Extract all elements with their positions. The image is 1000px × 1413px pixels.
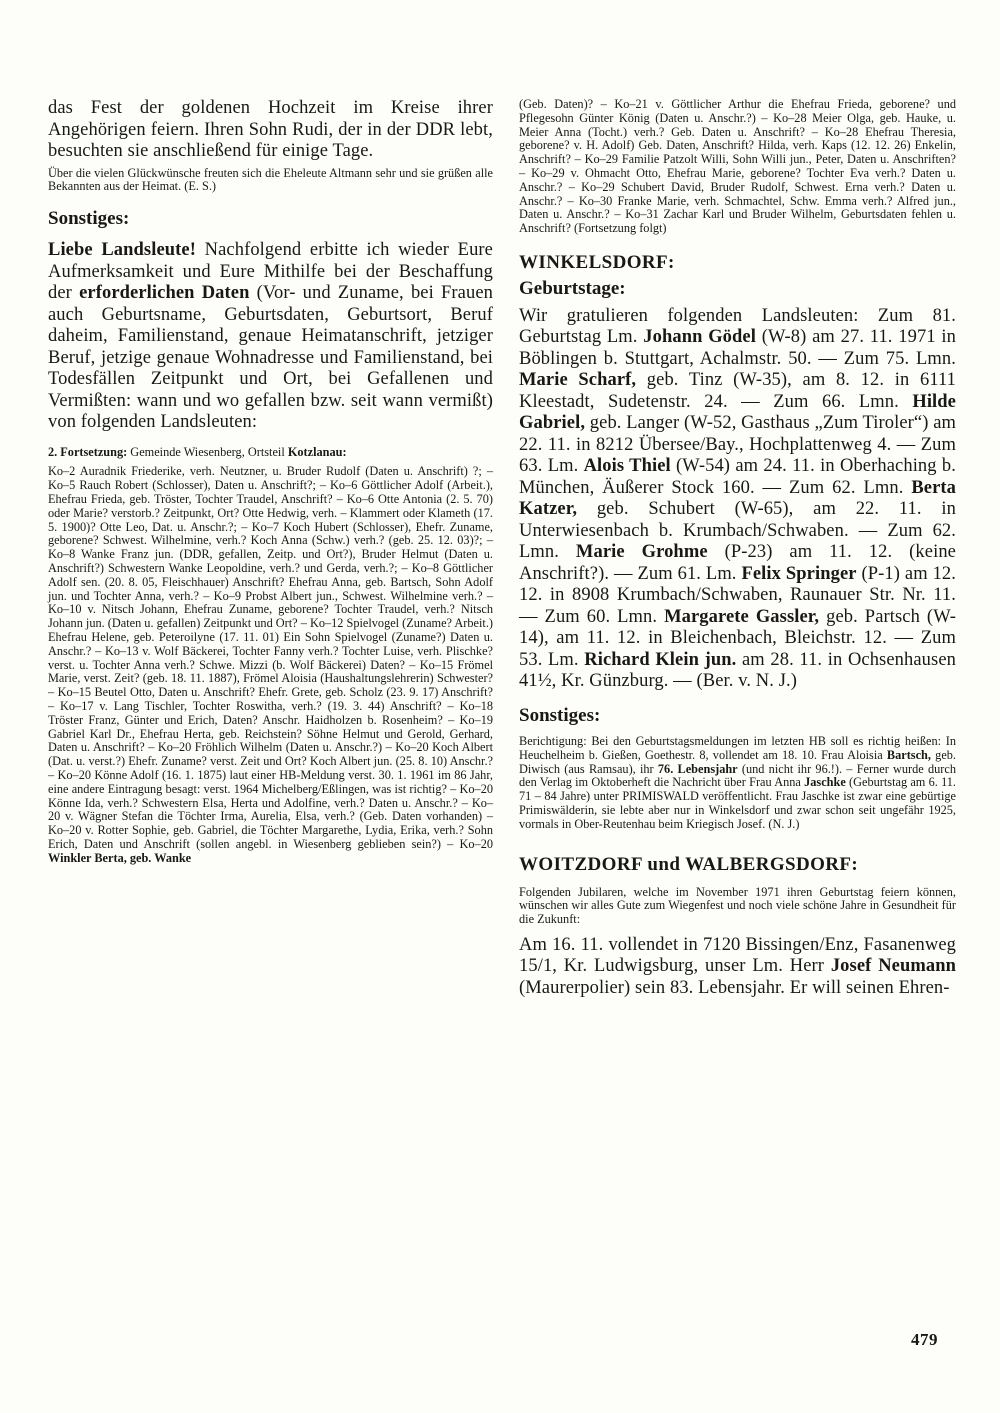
paragraph-ko-register: Ko–2 Auradnik Friederike, verh. Neutzner, u. Bruder Rudolf (Daten u. Anschrift) ?; – Ko–5 Rauch Robert (Schlosser), Daten u. Anschrift?; – Ko–6 Göttlicher Adolf (Arbeit.), Ehefrau Frieda, geb. Tröster, Tochter Traudel, Anschrift? – Ko–6 Otte Antonia (2. 5. 70) oder Marie? verstorb.? Zeitpunkt, Ort? Otte Hedwig, verh. – Klammert oder Klameth (17. 5. 1900)? Otte Leo, Dat. u. Anschr.?; – Ko–7 Koch Hubert (Schlosser), Ehefr. Zuname, geborene? Schwest. Wilhelmine, verh.? Koch Anna (Schw.) verh.? (geb. 25. 12. 03)?; – Ko–8 Wanke Franz jun. (DDR, gefallen, Zeitp. und Ort?), Bruder Helmut (Daten u. Anschrift?) Schwestern Wanke Leopoldine, verh.? und Gerda, verh.?; – Ko–8 Göttlicher Adolf sen. (20. 8. 05, Fleischhauer) Anschrift? Ehefrau Anna, geb. Bartsch, Sohn Adolf jun. und Tochter Anna, verh.? – Ko–9 Probst Albert jun., Schwest. Wilhelmine verh.? – Ko–10 v. Nitsch Johann, Ehefrau Zuname, geborene? Tochter Traudel, verh.? Nitsch Johann jun. (Daten u. gefallen) Zeitpunkt und Ort? – Ko–12 Spielvogel (Zuname? Arbeit.) Ehefrau Helene, geb. Peteroilyne (17. 11. 01) Ein Sohn Spielvogel (Zuname?) Daten u. Anschr.? – Ko–13 v. Wolf Bäckerei, Tochter Fanny verh.? Tochter Luise, verh. Plischke? verst. u. Tochter Anna verh.? Schwe. Mizzi (b. Wolf Bäckerei) Daten? – Ko–15 Frömel Marie, verst. Zeit? (geb. 18. 11. 1887), Frömel Aloisia (Haushaltungslehrerin) Schwester? – Ko–15 Beutel Otto, Daten u. Anschrift? Ehefr. Grete, geb. Scholz (23. 9. 17) Anschrift? – Ko–17 v. Lang Tischler, Tochter Roswitha, verh.? (19. 3. 44) Anschrift? – Ko–18 Tröster Franz, Günter und Erich, Daten? Anschr. Haidholzen b. Rosenheim? – Ko–19 Gabriel Karl Dr., Ehefrau Herta, geb. Reichstein? Söhne Helmut und Gerold, Gerhard, Daten u. Anschrift? – Ko–20 Fröhlich Wilhelm (Daten u. Anschr.?) – Ko–20 Koch Albert (Dat. u. verst.?) Ehefr. Zuname? verst. Zeit und Ort? Koch Albert jun. (25. 8. 10) Anschr.? – Ko–20 Könne Adolf (16. 1. 1875) laut einer HB-Meldung verst. 30. 1. 1961 im 86 Jahr, eine andere Eintragung besagt: verst. 1964 Michelberg/Eßlingen, was ist richtig? – Ko–20 Könne Ida, verh.? Schwestern Elsa, Herta und Adolfine, verh.? Daten u. Anschr.? – Ko–20 v. Wägner Stefan die Töchter Irma, Aurelia, Elsa, verh.? (Geb. Daten vorhanden) – Ko–20 v. Rotter Sophie, geb. Gabriel, die Töchter Margarethe, Lydia, Erika, verh.? Sohn Erich, Daten und Anschrift (sollen angebl. in Wiesenberg geblieben sein?) – Ko–20 Winkler Berta, geb. Wanke [48,464,493,865]
left-column [48,98,493,866]
heading-winkelsdorf: WINKELSDORF: [519,251,675,273]
paragraph-birthdays: Wir gratulieren folgenden Landsleuten: Zum 81. Geburtstag Lm. Johann Gödel (W-8) am 27. 11. 1971 in Böblingen b. Stuttgart, Achalmstr. 50. — Zum 75. Lmn. Marie Scharf, geb. Tinz (W-35), am 8. 12. in 6111 Kleestadt, Sudetenstr. 24. — Zum 66. Lmn. Hilde Gabriel, geb. Langer (W-52, Gasthaus „Zum Tiroler“) am 22. 11. in 8212 Übersee/Bay., Hochplattenweg 4. — Zum 63. Lm. Alois Thiel (W-54) am 24. 11. in Oberhaching b. München, Äußerer Stock 160. — Zum 62. Lmn. Berta Katzer, geb. Schubert (W-65), am 22. 11. in Unterwiesenbach b. Krumbach/Schwaben. — Zum 62. Lmn. Marie Grohme (P-23) am 11. 12. (keine Anschrift?). — Zum 61. Lm. Felix Springer (P-1) am 12. 12. in 8908 Krumbach/Schwaben, Raunauer Str. Nr. 11. — Zum 60. Lmn. Margarete Gassler, geb. Partsch (W-14), am 11. 12. in Bleichenbach, Bleichstr. 12. — Zum 53. Lm. Richard Klein jun. am 28. 11. in Ochsenhausen 41½, Kr. Günzburg. — (Ber. v. N. J.) [519,305,957,692]
paragraph-jubilare-intro: Folgenden Jubilaren, welche im November 1971 ihren Geburtstag feiern können, wünschen wir alles Gute zum Wiegenfest und noch viele schöne Jahre in Gesundheit für die Zukunft: [519,884,956,927]
heading-woitzdorf-walbergsdorf: WOITZDORF und WALBERGSDORF: [519,853,859,875]
right-column [519,98,956,999]
paragraph-appeal: Liebe Landsleute! Nachfolgend erbitte ich wieder Eure Aufmerksamkeit und Eure Mithilfe bei der Beschaffung der erforderlichen Daten (Vor- und Zuname, bei Frauen auch Geburtsname, Geburtsdaten, Geburtsort, Beruf daheim, Familienstand, genaue Heimatanschrift, jetziger Beruf, jetzige genaue Wohnadresse und Familienstand, bei Todesfällen Zeitpunkt und Ort, bei Gefallenen und Vermißten: wann und wo gefallen bzw. seit wann vermißt) von folgenden Landsleuten: [48,240,493,433]
paragraph-ko-register-continued: (Geb. Daten)? – Ko–21 v. Göttlicher Arthur die Ehefrau Frieda, geborene? und Pflegesohn Günter König (Daten u. Anschr.?) – Ko–28 Meier Olga, geb. Hauke, u. Meier Anna (Tocht.) verh.? Geb. Daten u. Anschrift? – Ko–28 Ehefrau Theresia, geborene? v. H. Adolf) Geb. Daten, Anschrift? Hilda, verh. Kaps (12. 12. 26) Enkelin, Anschrift? – Ko–29 Familie Patzolt Willi, Sohn Willi jun., Peter, Daten u. Anschriften? – Ko–29 v. Ohmacht Otto, Ehefrau Marie, geborene? Tochter Eva verh.? Daten u. Anschr.? – Ko–29 Schubert David, Bruder Rudolf, Schwest. Erna verh.? Daten u. Anschr.? – Ko–30 Franke Marie, verh. Schmachtel, Schw. Emma verh.? Alfred jun., Daten u. Anschr.? – Ko–31 Zachar Karl und Bruder Wilhelm, Geburtsdaten fehlen u. Anschrift? (Fortsetzung folgt) [519,97,956,236]
heading-sonstiges-left: Sonstiges: [48,208,130,230]
heading-geburtstage: Geburtstage: [519,277,626,299]
heading-sonstiges-right: Sonstiges: [519,704,601,726]
page-number: 479 [911,1330,938,1349]
paragraph-berichtigung: Berichtigung: Bei den Geburtstagsmeldungen im letzten HB soll es richtig heißen: In Heuchelheim b. Gießen, Goethestr. 8, vollendet am 18. 10. Frau Aloisia Bartsch, geb. Diwisch (aus Ramsau), ihr 76. Lebensjahr (und nicht ihr 96.!). – Ferner wurde durch den Verlag im Oktoberheft die Nachricht über Frau Anna Jaschke (Geburtstag am 6. 11. 71 – 84 Jahre) unter PRIMISWALD veröffentlicht. Frau Jaschke ist zwar eine gebürtige Primiswälderin, sie lebte aber nur in Winkelsdorf und zwar schon seit ungefähr 1925, vormals in Ober-Reutenhau beim Kriegisch Josef. (N. J.) [519,733,956,831]
label-fortsetzung: 2. Fortsetzung: Gemeinde Wiesenberg, Ortsteil Kotzlanau: [48,444,347,459]
two-column-layout [48,98,956,999]
paragraph-golden-wedding: das Fest der goldenen Hochzeit im Kreise ihrer Angehörigen feiern. Ihren Sohn Rudi, der in der DDR lebt, besuchten sie anschließend für einige Tage. [48,98,493,161]
paragraph-greetings: Über die vielen Glückwünsche freuten sich die Eheleute Altmann sehr und sie grüßen alle Bekannten aus der Heimat. (E. S.) [48,165,493,194]
paragraph-neumann: Am 16. 11. vollendet in 7120 Bissingen/Enz, Fasanenweg 15/1, Kr. Ludwigsburg, unser Lm. Herr Josef Neumann (Maurerpolier) sein 83. Lebensjahr. Er will seinen Ehren- [519,934,956,998]
